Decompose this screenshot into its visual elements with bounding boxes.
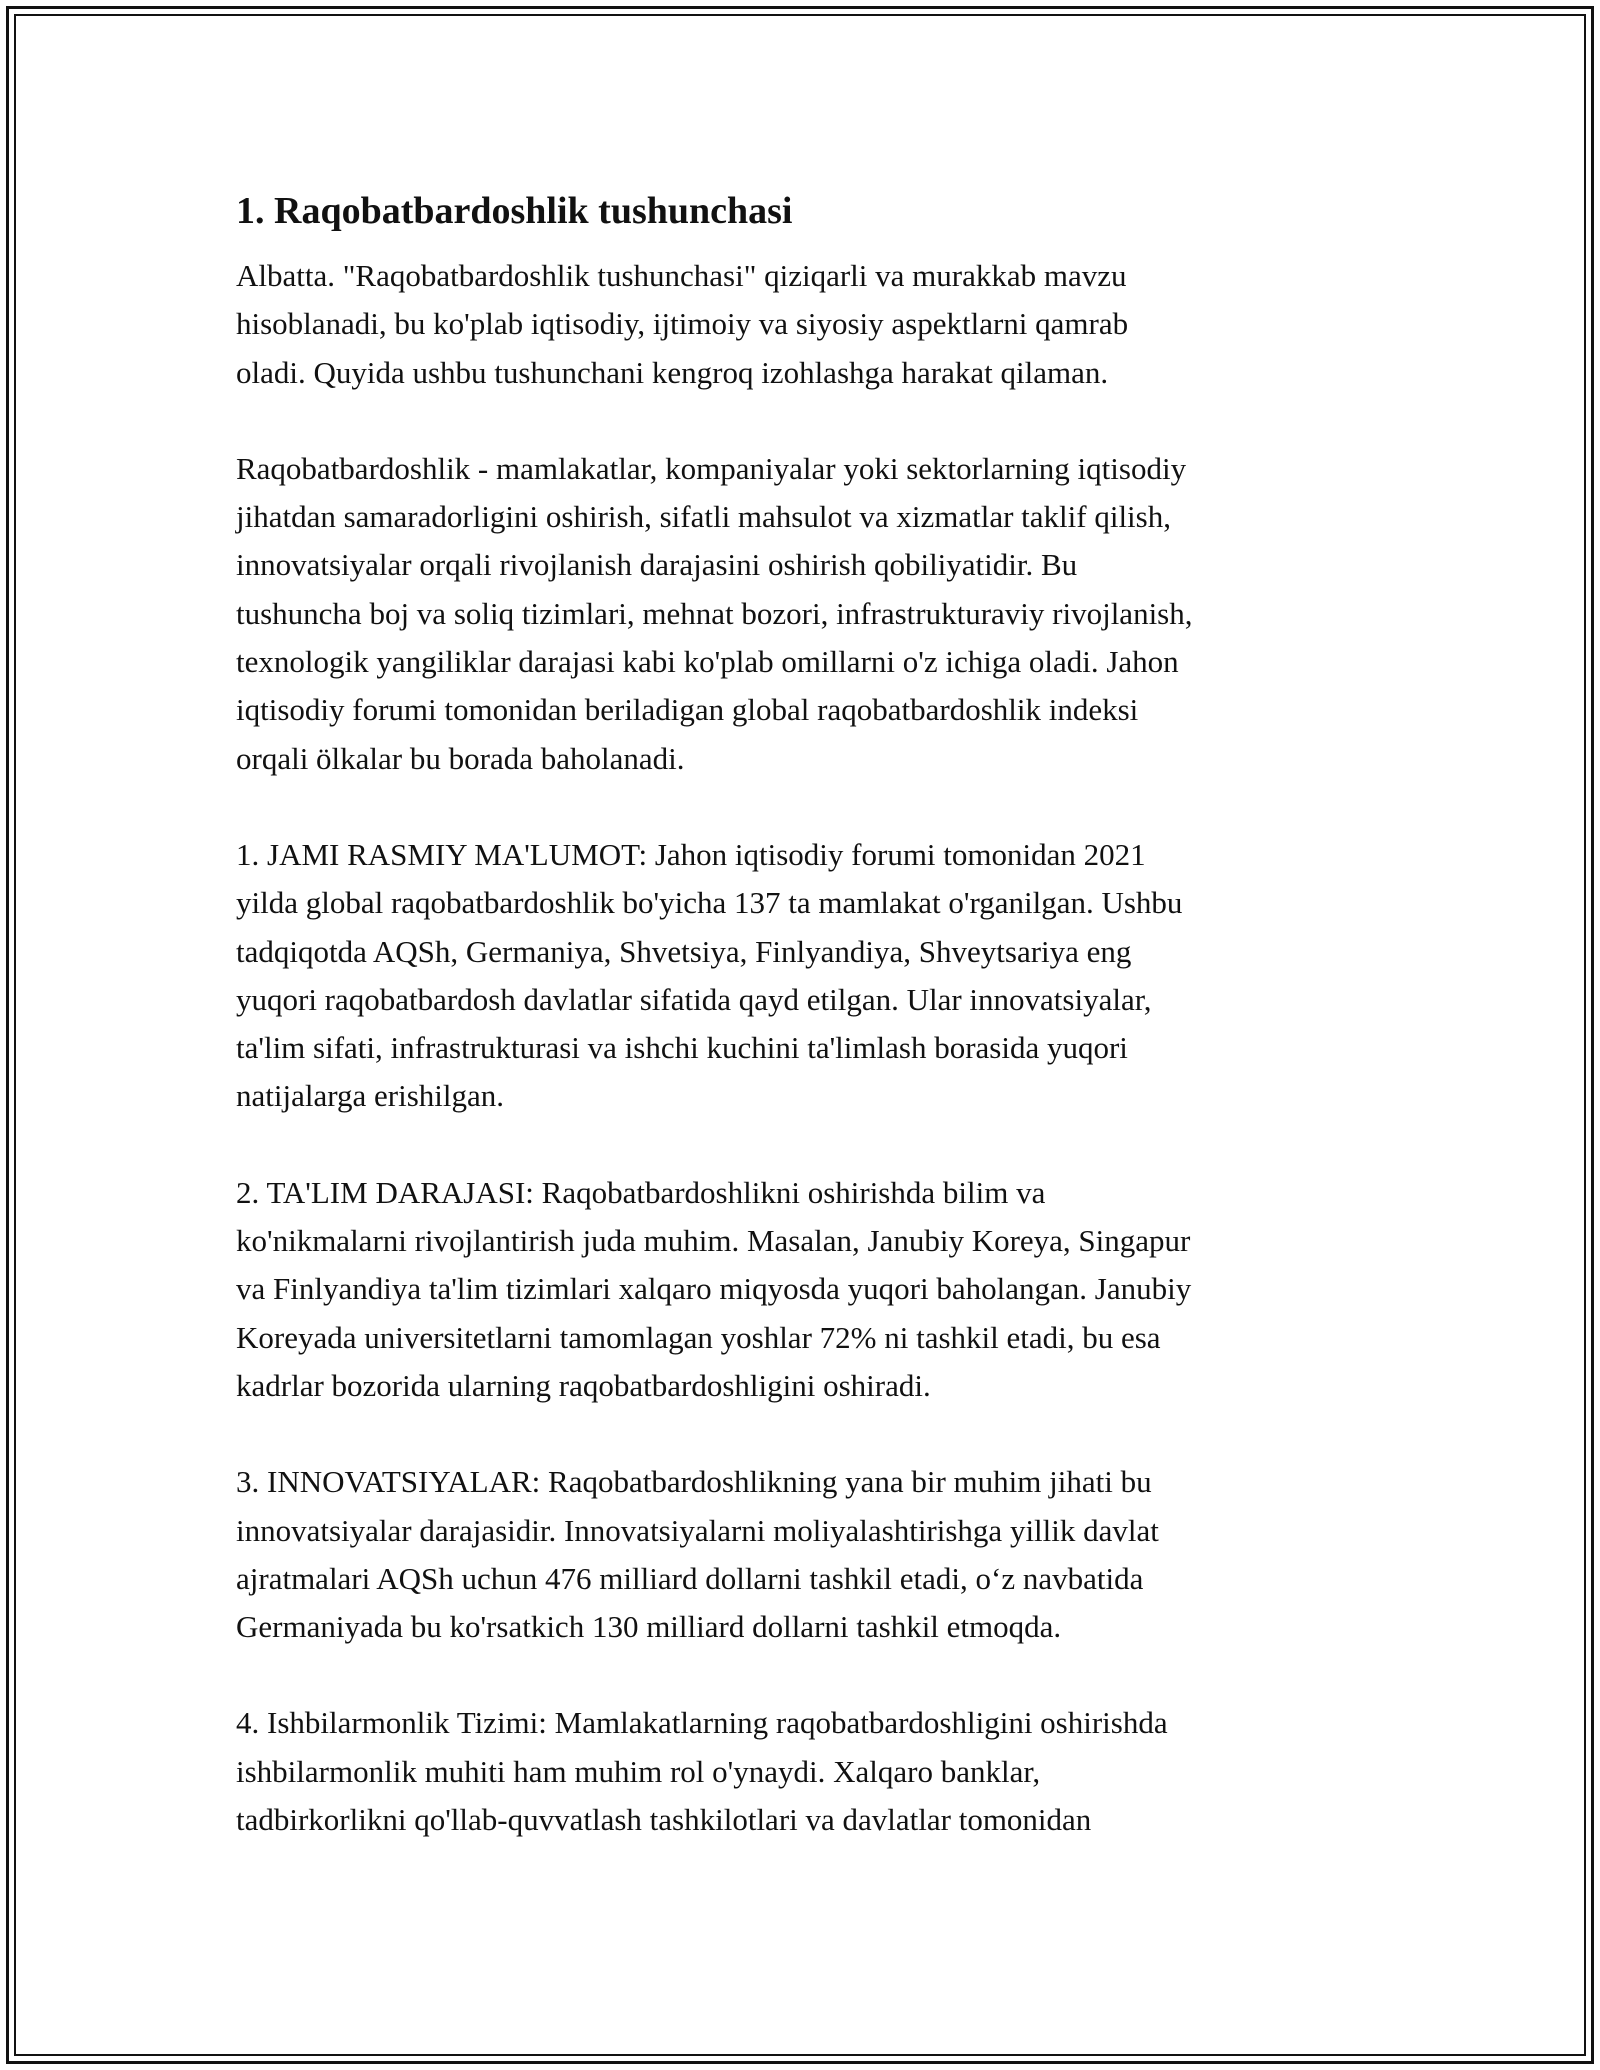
section-4-paragraph — [236, 1699, 1396, 1844]
text-line: innovatsiyalar orqali rivojlanish darajasini oshirish qobiliyatidir. Bu — [236, 547, 1078, 583]
text-line: oladi. Quyida ushbu tushunchani kengroq izohlashga harakat qilaman. — [236, 354, 1109, 390]
text-line: texnologik yangiliklar darajasi kabi ko'plab omillarni o'z ichiga oladi. Jahon — [236, 644, 1179, 680]
text-line: 1. JAMI RASMIY MA'LUMOT: Jahon iqtisodiy forumi tomonidan 2021 — [236, 836, 1146, 872]
document-heading: 1. Raqobatbardoshlik tushunchasi — [236, 190, 793, 232]
text-line: 3. INNOVATSIYALAR: Raqobatbardoshlikning yana bir muhim jihati bu — [236, 1464, 1152, 1500]
text-line: yuqori raqobatbardosh davlatlar sifatida qayd etilgan. Ular innovatsiyalar, — [236, 981, 1152, 1017]
text-line: iqtisodiy forumi tomonidan beriladigan global raqobatbardoshlik indeksi — [236, 692, 1139, 728]
document-body — [236, 186, 1396, 1892]
text-line: orqali ölkalar bu borada baholanadi. — [236, 740, 685, 776]
text-line: yilda global raqobatbardoshlik bo'yicha 137 ta mamlakat o'rganilgan. Ushbu — [236, 885, 1183, 921]
text-line: innovatsiyalar darajasidir. Innovatsiyalarni moliyalashtirishga yillik davlat — [236, 1512, 1159, 1548]
text-line: hisoblanadi, bu ko'plab iqtisodiy, ijtimoiy va siyosiy aspektlarni qamrab — [236, 306, 1129, 342]
text-line: 2. TA'LIM DARAJASI: Raqobatbardoshlikni oshirishda bilim va — [236, 1174, 1046, 1210]
text-line: tushuncha boj va soliq tizimlari, mehnat bozori, infrastrukturaviy rivojlanish, — [236, 595, 1193, 631]
text-line: Germaniyada bu ko'rsatkich 130 milliard dollarni tashkil etmoqda. — [236, 1609, 1062, 1645]
section-2-paragraph — [236, 1169, 1396, 1410]
text-line: Raqobatbardoshlik - mamlakatlar, kompaniyalar yoki sektorlarning iqtisodiy — [236, 450, 1187, 486]
text-line: Albatta. "Raqobatbardoshlik tushunchasi" qiziqarli va murakkab mavzu — [236, 258, 1127, 293]
text-line: tadqiqotda AQSh, Germaniya, Shvetsiya, Finlyandiya, Shveytsariya eng — [236, 933, 1132, 969]
text-line: ajratmalari AQSh uchun 476 milliard dollarni tashkil etadi, o‘z navbatida — [236, 1560, 1144, 1596]
definition-paragraph — [236, 445, 1396, 783]
intro-paragraph — [236, 252, 1396, 397]
text-line: ishbilarmonlik muhiti ham muhim rol o'ynaydi. Xalqaro banklar, — [236, 1753, 1041, 1789]
text-line: natijalarga erishilgan. — [236, 1078, 504, 1114]
text-line: va Finlyandiya ta'lim tizimlari xalqaro miqyosda yuqori baholangan. Janubiy — [236, 1271, 1192, 1307]
text-line: tadbirkorlikni qo'llab-quvvatlash tashkilotlari va davlatlar tomonidan — [236, 1802, 1092, 1838]
text-line: ta'lim sifati, infrastrukturasi va ishchi kuchini ta'limlash borasida yuqori — [236, 1030, 1128, 1066]
text-line: ko'nikmalarni rivojlantirish juda muhim. Masalan, Janubiy Koreya, Singapur — [236, 1223, 1191, 1259]
text-line: 4. Ishbilarmonlik Tizimi: Mamlakatlarning raqobatbardoshligini oshirishda — [236, 1705, 1168, 1741]
text-line: Koreyada universitetlarni tamomlagan yoshlar 72% ni tashkil etadi, bu esa — [236, 1319, 1161, 1355]
text-line: kadrlar bozorida ularning raqobatbardoshligini oshiradi. — [236, 1367, 931, 1403]
section-1-paragraph — [236, 831, 1396, 1121]
section-3-paragraph — [236, 1458, 1396, 1651]
text-line: jihatdan samaradorligini oshirish, sifatli mahsulot va xizmatlar taklif qilish, — [236, 499, 1171, 535]
